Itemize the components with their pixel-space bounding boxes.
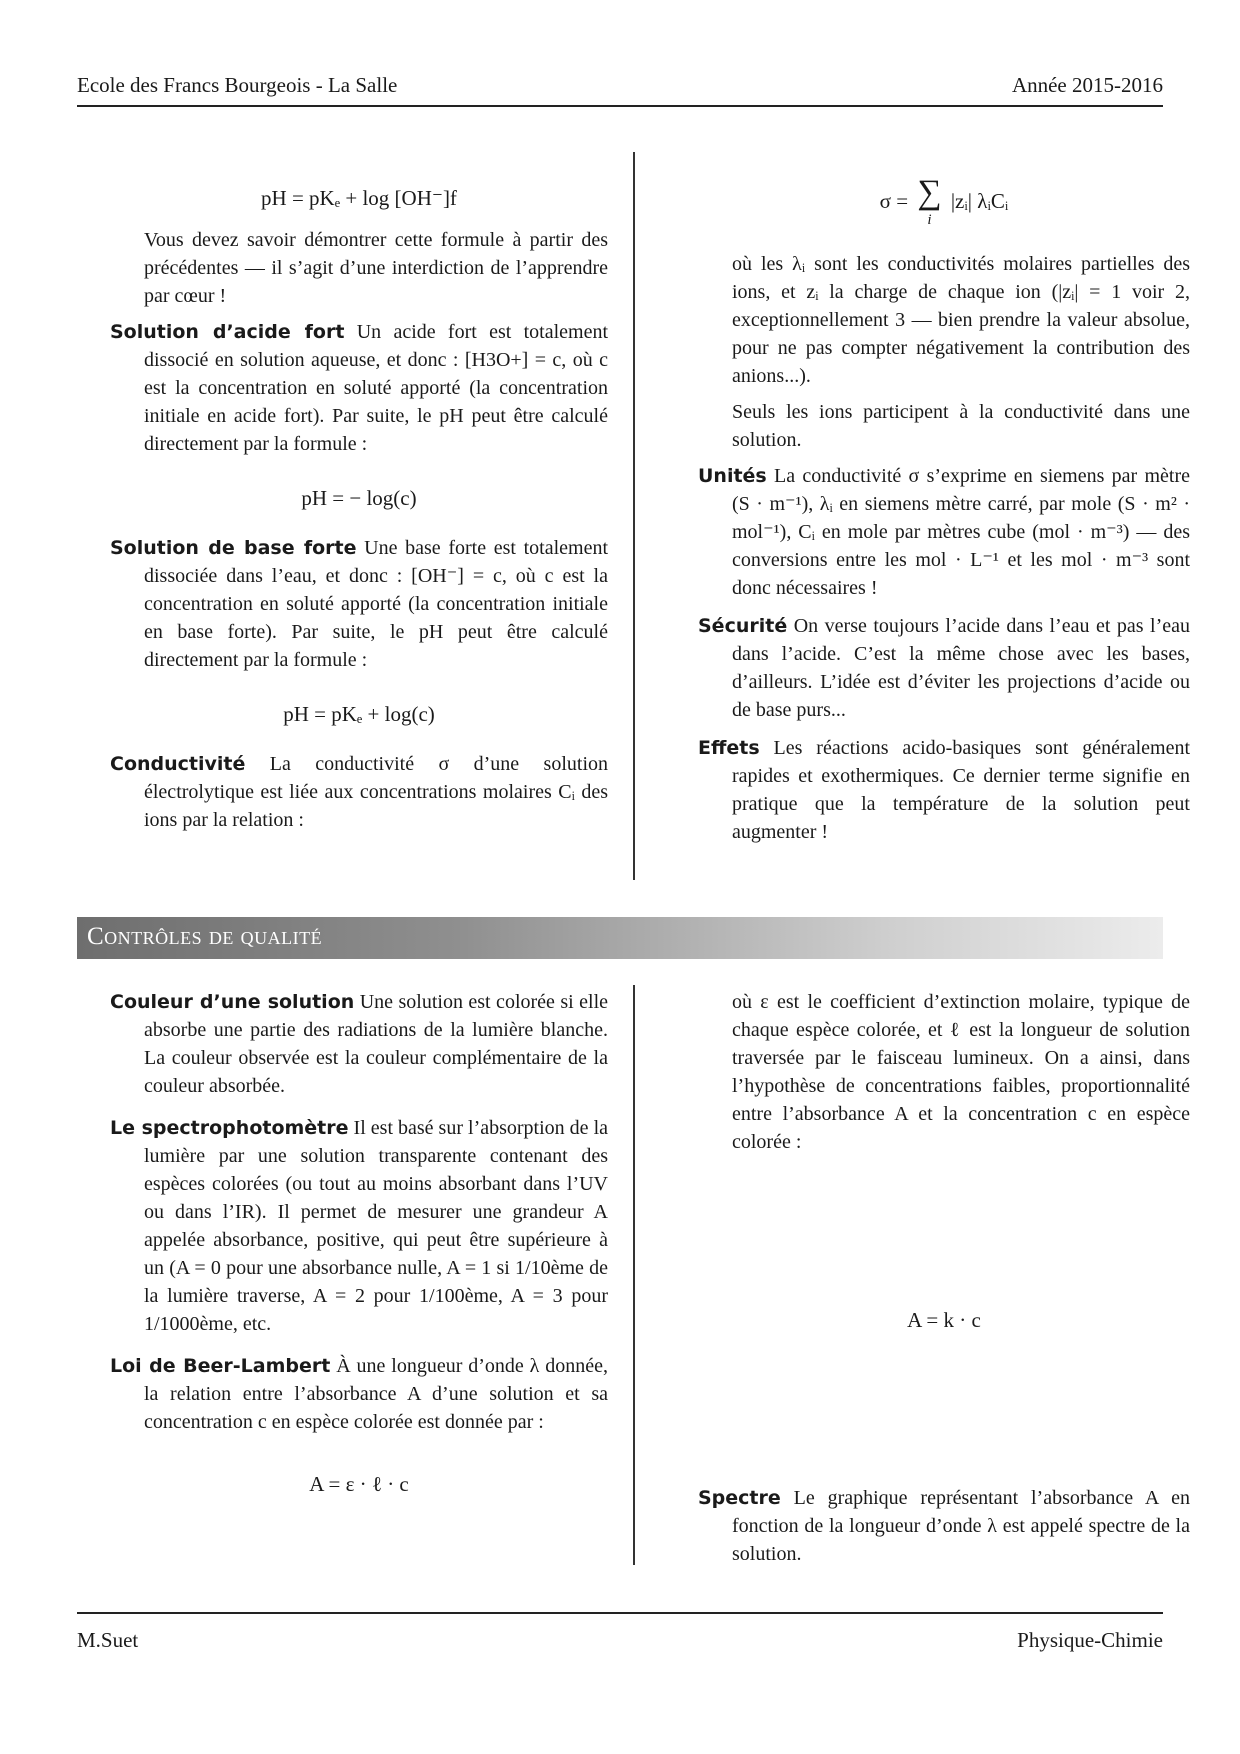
column-divider-bottom xyxy=(633,985,635,1565)
text-safety: On verse toujours l’acide dans l’eau et pas l’eau dans l’acide. C’est la même chose avec les bases, d’ailleurs. L’idée est d’éviter les projections d’acide ou de base purs... xyxy=(732,615,1191,721)
definition-spectrum xyxy=(698,1484,1190,1568)
equation-sigma xyxy=(698,176,1190,230)
term-effects: Effets xyxy=(698,737,760,759)
definition-solution-color xyxy=(110,988,608,1100)
page-header xyxy=(77,73,1163,105)
definition-spectrophotometer xyxy=(110,1114,608,1338)
equation-ph-oh: pH = pKₑ + log [OH⁻]f xyxy=(261,186,457,210)
definition-strong-acid xyxy=(110,318,608,458)
definition-beer-lambert xyxy=(110,1352,608,1436)
footer-author: M.Suet xyxy=(77,1628,139,1652)
definition-safety xyxy=(698,612,1190,724)
term-units: Unités xyxy=(698,465,767,487)
sum-symbol: ∑ xyxy=(917,174,942,211)
footer-subject: Physique-Chimie xyxy=(1017,1628,1163,1652)
term-conductivity: Conductivité xyxy=(110,753,246,775)
text-effects: Les réactions acido-basiques sont généralement rapides et exothermiques. Ce dernier terme signifie en pratique que la température de la solution peut augmenter ! xyxy=(732,737,1190,843)
header-year: Année 2015-2016 xyxy=(1011,73,1163,97)
definition-strong-base xyxy=(110,534,608,674)
top-right-column xyxy=(698,170,1190,856)
term-strong-acid: Solution d’acide fort xyxy=(110,321,345,343)
text-spectrum: Le graphique représentant l’absorbance A en fonction de la longueur d’onde λ est appelé spectre de la solution. xyxy=(732,1487,1190,1565)
text-only-ions: Seuls les ions participent à la conductivité dans une solution. xyxy=(732,401,1190,451)
term-spectrophotometer: Le spectrophotomètre xyxy=(110,1117,349,1139)
text-spectrophotometer: Il est basé sur l’absorption de la lumière par une solution transparente contenant des espèces colorées (ou tout au moins absorbant dans l’UV ou dans l’IR). Il permet de mesurer une grandeur A appelée absorbance, positive, qui peut être supérieure à un (A = 0 pour une absorbance nulle, A = 1 si 1/10ème de la lumière traverse, A = 2 pour 1/100ème, A = 3 pour 1/1000ème, etc. xyxy=(144,1117,609,1335)
sum-index: i xyxy=(927,212,932,228)
term-solution-color: Couleur d’une solution xyxy=(110,991,355,1013)
term-beer-lambert: Loi de Beer-Lambert xyxy=(110,1355,331,1377)
text-units: La conductivité σ s’exprime en siemens par mètre (S · m⁻¹), λᵢ en siemens mètre carré, par mole (S · m² · mol⁻¹), Cᵢ en mole par mètres cube (mol · m⁻³) — des conversions entre les mol · L⁻¹ et les mol · m⁻³ sont donc nécessaires ! xyxy=(732,465,1191,599)
equation-base: pH = pKₑ + log(c) xyxy=(283,702,435,726)
equation-acid: pH = − log(c) xyxy=(301,486,417,510)
equation-beer-lambert: A = ε · ℓ · c xyxy=(309,1472,409,1496)
text-conductivity: La conductivité σ d’une solution électrolytique est liée aux concentrations molaires Cᵢ des ions par la relation : xyxy=(144,753,609,831)
top-left-column xyxy=(110,178,608,844)
section-title: Contrôles de qualité xyxy=(87,923,323,950)
definition-effects xyxy=(698,734,1190,846)
note-demonstrate: Vous devez savoir démontrer cette formule à partir des précédentes — il s’agit d’une interdiction de l’apprendre par cœur ! xyxy=(144,229,608,307)
term-strong-base: Solution de base forte xyxy=(110,537,357,559)
text-extinction-coefficient: où ε est le coefficient d’extinction molaire, typique de chaque espèce colorée, et ℓ est la longueur de solution traversée par le faisceau lumineux. On a ainsi, dans l’hypothèse de concentrations faibles, proportionnalité entre l’absorbance A et la concentration c en espèce colorée : xyxy=(732,991,1190,1153)
sigma-lhs: σ = xyxy=(879,188,909,213)
term-spectrum: Spectre xyxy=(698,1487,781,1509)
header-school: Ecole des Francs Bourgeois - La Salle xyxy=(77,73,398,97)
section-heading-quality-controls xyxy=(77,917,1163,959)
text-molar-conductivities: où les λᵢ sont les conductivités molaires partielles des ions, et zᵢ la charge de chaque ion (|zᵢ| = 1 voir 2, exceptionnellement 3 — bien prendre la valeur absolue, pour ne pas compter négativement la contribution des anions...). xyxy=(732,253,1190,387)
text-strong-base: Une base forte est totalement dissociée dans l’eau, et donc : [OH⁻] = c, où c est la concentration en soluté apporté (la concentration initiale en base forte). Par suite, le pH peut être calculé directement par la formule : xyxy=(144,537,609,671)
sigma-rhs: |zᵢ| λᵢCᵢ xyxy=(950,188,1009,213)
definition-conductivity xyxy=(110,750,608,834)
bottom-left-column xyxy=(110,988,608,1520)
footer-rule xyxy=(77,1612,1163,1614)
header-rule xyxy=(77,105,1163,107)
column-divider-top xyxy=(633,152,635,880)
definition-units xyxy=(698,462,1190,602)
sum-operator xyxy=(917,176,941,230)
text-beer-lambert: À une longueur d’onde λ donnée, la relation entre l’absorbance A d’une solution et sa concentration c en espèce colorée est donnée par : xyxy=(144,1355,609,1433)
text-solution-color: Une solution est colorée si elle absorbe une partie des radiations de la lumière blanche. La couleur observée est la couleur complémentaire de la couleur absorbée. xyxy=(144,991,609,1097)
text-strong-acid: Un acide fort est totalement dissocié en solution aqueuse, et donc : [H3O+] = c, où c est la concentration en soluté apporté (la concentration initiale en acide fort). Par suite, le pH peut être calculé directement par la formule : xyxy=(144,321,609,455)
term-safety: Sécurité xyxy=(698,615,788,637)
equation-proportionality: A = k · c xyxy=(907,1308,981,1332)
bottom-right-column xyxy=(698,988,1190,1578)
